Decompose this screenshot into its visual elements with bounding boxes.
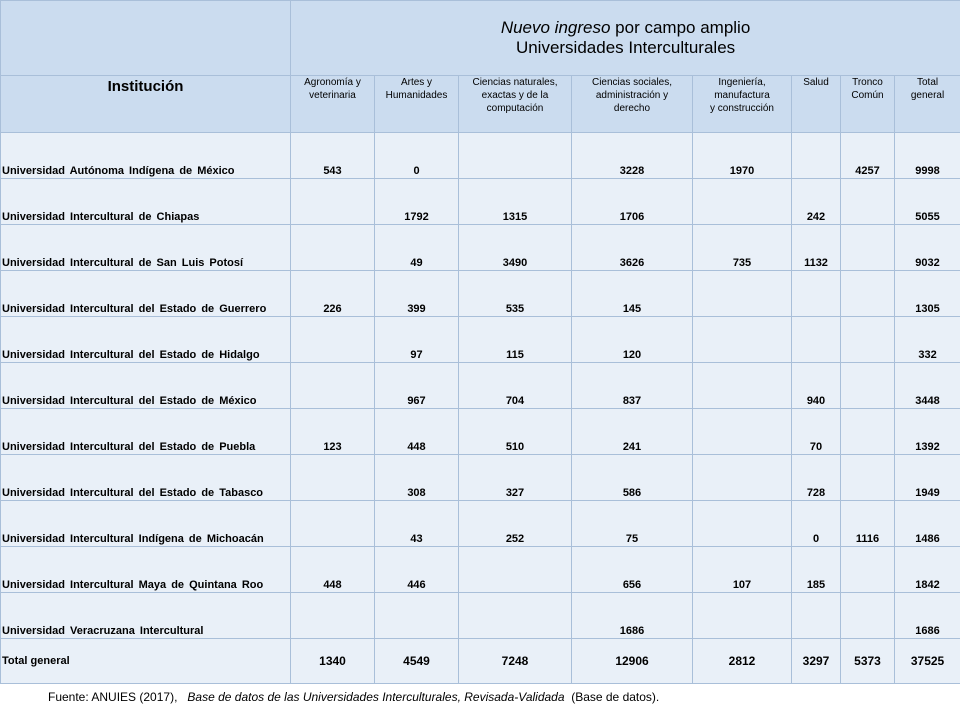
value-cell	[459, 133, 572, 179]
col-header-agronomia: Agronomía y veterinaria	[291, 76, 375, 133]
value-cell: 1132	[792, 225, 841, 271]
value-cell: 586	[572, 455, 693, 501]
value-cell: 9998	[895, 133, 960, 179]
value-cell: 242	[792, 179, 841, 225]
value-cell: 4257	[841, 133, 895, 179]
value-cell: 226	[291, 271, 375, 317]
value-cell: 97	[375, 317, 459, 363]
value-cell	[841, 271, 895, 317]
col-header-artes: Artes y Humanidades	[375, 76, 459, 133]
value-cell: 543	[291, 133, 375, 179]
total-cell: 3297	[792, 639, 841, 684]
table-row	[1, 179, 960, 225]
col-header-salud: Salud	[792, 76, 841, 133]
institution-name: Universidad Intercultural del Estado de Tabasco	[1, 455, 291, 501]
value-cell	[693, 271, 792, 317]
value-cell	[693, 179, 792, 225]
value-cell: 510	[459, 409, 572, 455]
value-cell: 1116	[841, 501, 895, 547]
value-cell: 967	[375, 363, 459, 409]
col-header-tronco-comun: Tronco Común	[841, 76, 895, 133]
title-row	[1, 1, 960, 76]
institution-name: Universidad Intercultural del Estado de Puebla	[1, 409, 291, 455]
table-row	[1, 501, 960, 547]
value-cell: 448	[375, 409, 459, 455]
value-cell	[291, 179, 375, 225]
value-cell: 728	[792, 455, 841, 501]
value-cell: 1842	[895, 547, 960, 593]
value-cell: 3448	[895, 363, 960, 409]
value-cell	[792, 133, 841, 179]
value-cell	[792, 317, 841, 363]
value-cell: 3228	[572, 133, 693, 179]
value-cell: 0	[375, 133, 459, 179]
value-cell: 656	[572, 547, 693, 593]
table-row	[1, 225, 960, 271]
value-cell	[792, 271, 841, 317]
institution-name: Universidad Intercultural del Estado de Guerrero	[1, 271, 291, 317]
total-cell: 12906	[572, 639, 693, 684]
institution-name: Universidad Intercultural Maya de Quintana Roo	[1, 547, 291, 593]
value-cell: 252	[459, 501, 572, 547]
value-cell: 735	[693, 225, 792, 271]
table-row	[1, 271, 960, 317]
institution-name: Universidad Intercultural del Estado de Hidalgo	[1, 317, 291, 363]
value-cell: 3626	[572, 225, 693, 271]
source-prefix: Fuente: ANUIES (2017),	[48, 690, 178, 704]
value-cell: 3490	[459, 225, 572, 271]
value-cell	[291, 455, 375, 501]
table-row	[1, 593, 960, 639]
table-body	[1, 133, 960, 639]
value-cell	[291, 225, 375, 271]
institution-name: Universidad Intercultural del Estado de México	[1, 363, 291, 409]
value-cell	[291, 317, 375, 363]
value-cell: 115	[459, 317, 572, 363]
value-cell: 837	[572, 363, 693, 409]
value-cell: 327	[459, 455, 572, 501]
value-cell	[693, 593, 792, 639]
col-header-total-general: Total general	[895, 76, 960, 133]
table-row	[1, 363, 960, 409]
total-cell: 5373	[841, 639, 895, 684]
value-cell: 1392	[895, 409, 960, 455]
value-cell: 70	[792, 409, 841, 455]
value-cell: 308	[375, 455, 459, 501]
value-cell: 75	[572, 501, 693, 547]
value-cell: 1686	[572, 593, 693, 639]
value-cell	[841, 455, 895, 501]
title-corner-cell	[1, 1, 291, 76]
value-cell: 123	[291, 409, 375, 455]
value-cell	[841, 593, 895, 639]
value-cell	[459, 547, 572, 593]
value-cell	[693, 409, 792, 455]
value-cell	[693, 501, 792, 547]
value-cell	[841, 547, 895, 593]
value-cell: 704	[459, 363, 572, 409]
value-cell	[841, 225, 895, 271]
value-cell	[375, 593, 459, 639]
value-cell: 1970	[693, 133, 792, 179]
source-note	[48, 690, 659, 704]
value-cell: 1305	[895, 271, 960, 317]
value-cell: 49	[375, 225, 459, 271]
value-cell: 1686	[895, 593, 960, 639]
table-row	[1, 409, 960, 455]
value-cell: 9032	[895, 225, 960, 271]
value-cell: 43	[375, 501, 459, 547]
value-cell	[693, 363, 792, 409]
title-line2: Universidades Interculturales	[515, 38, 736, 57]
institution-name: Universidad Veracruzana Intercultural	[1, 593, 291, 639]
value-cell: 1315	[459, 179, 572, 225]
value-cell: 107	[693, 547, 792, 593]
institution-header: Institución	[1, 76, 291, 133]
value-cell	[693, 455, 792, 501]
table-row	[1, 133, 960, 179]
total-cell: 1340	[291, 639, 375, 684]
institution-name: Universidad Intercultural de Chiapas	[1, 179, 291, 225]
value-cell: 399	[375, 271, 459, 317]
table-title	[291, 1, 960, 76]
value-cell: 185	[792, 547, 841, 593]
total-cell: 2812	[693, 639, 792, 684]
total-cell: 7248	[459, 639, 572, 684]
value-cell: 5055	[895, 179, 960, 225]
value-cell	[841, 363, 895, 409]
total-row	[1, 639, 960, 684]
value-cell: 1949	[895, 455, 960, 501]
source-suffix: (Base de datos).	[571, 690, 660, 704]
value-cell: 332	[895, 317, 960, 363]
value-cell: 241	[572, 409, 693, 455]
value-cell: 145	[572, 271, 693, 317]
col-header-ciencias-sociales: Ciencias sociales, administración y derecho	[572, 76, 693, 133]
table-row	[1, 547, 960, 593]
institution-name: Universidad Intercultural de San Luis Potosí	[1, 225, 291, 271]
institution-name: Universidad Intercultural Indígena de Michoacán	[1, 501, 291, 547]
col-header-ciencias-naturales: Ciencias naturales, exactas y de la computación	[459, 76, 572, 133]
value-cell: 120	[572, 317, 693, 363]
table-row	[1, 317, 960, 363]
value-cell	[792, 593, 841, 639]
value-cell: 1486	[895, 501, 960, 547]
value-cell: 448	[291, 547, 375, 593]
value-cell	[841, 409, 895, 455]
value-cell: 446	[375, 547, 459, 593]
total-cell: 37525	[895, 639, 960, 684]
value-cell	[291, 501, 375, 547]
total-cell: 4549	[375, 639, 459, 684]
value-cell	[291, 593, 375, 639]
value-cell: 535	[459, 271, 572, 317]
value-cell	[841, 317, 895, 363]
title-italic: Nuevo ingreso	[500, 18, 611, 37]
source-title: Base de datos de las Universidades Interculturales, Revisada-Validada	[187, 690, 565, 704]
value-cell	[459, 593, 572, 639]
institution-name: Universidad Autónoma Indígena de México	[1, 133, 291, 179]
col-header-ingenieria: Ingeniería, manufactura y construcción	[693, 76, 792, 133]
value-cell: 1792	[375, 179, 459, 225]
value-cell: 940	[792, 363, 841, 409]
value-cell	[291, 363, 375, 409]
value-cell	[841, 179, 895, 225]
value-cell	[693, 317, 792, 363]
table-row	[1, 455, 960, 501]
column-header-row	[1, 76, 960, 133]
total-label: Total general	[1, 639, 291, 684]
value-cell: 1706	[572, 179, 693, 225]
value-cell: 0	[792, 501, 841, 547]
title-rest: por campo amplio	[610, 18, 751, 37]
